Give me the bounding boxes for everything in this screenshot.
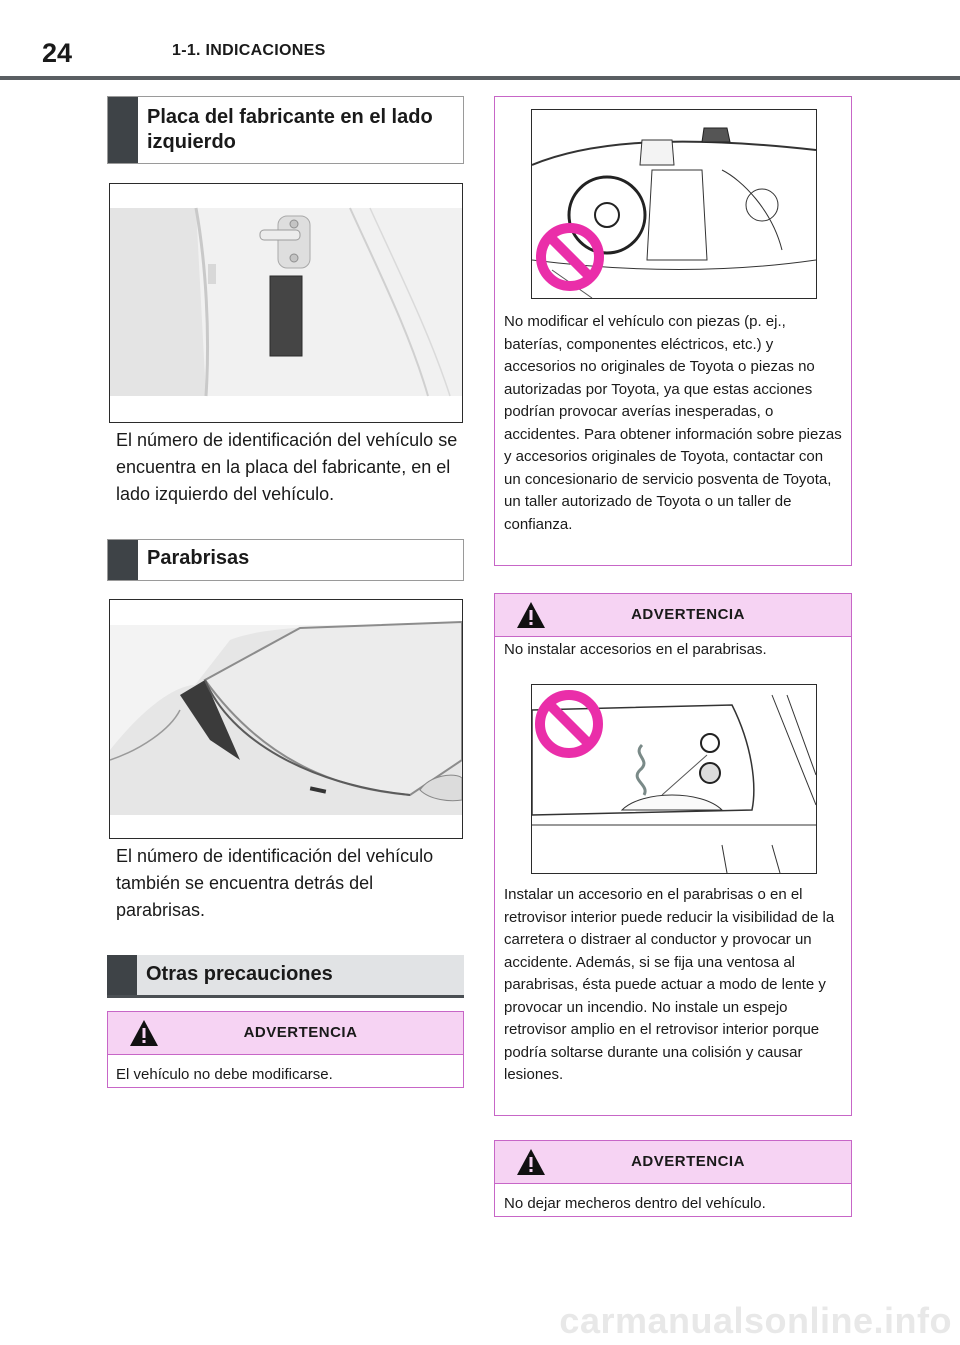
warning-box-windshield bbox=[494, 593, 852, 1116]
heading-bar bbox=[108, 97, 138, 163]
watermark: carmanualsonline.info bbox=[559, 1300, 952, 1341]
section-heading-placa bbox=[107, 96, 464, 164]
windshield-warning-text: Instalar un accesorio en el parabrisas o en el retrovisor interior puede reducir la visibilidad de la carretera o distraer al conductor y provocar un accidente. Además, si se fija una ventosa al parabrisas, ésta puede actuar a modo de lente y provocar un incendio. No instale un espejo retrovisor amplio en el retrovisor interior porque podría soltarse durante una colisión y causar lesiones. bbox=[504, 886, 835, 1083]
section-title: 1-1. INDICACIONES bbox=[172, 42, 326, 59]
info-box-modifications bbox=[494, 96, 852, 566]
warning-label: ADVERTENCIA bbox=[631, 1153, 745, 1170]
heading-bar bbox=[107, 955, 137, 995]
page-number: 24 bbox=[42, 38, 73, 68]
warning-header bbox=[495, 1141, 851, 1184]
warning-label: ADVERTENCIA bbox=[243, 1024, 358, 1041]
heading-text: Otras precauciones bbox=[146, 963, 333, 985]
prohibition-icon bbox=[534, 689, 604, 759]
warning-intro: No instalar accesorios en el parabrisas. bbox=[504, 641, 767, 658]
warning-label: ADVERTENCIA bbox=[631, 606, 745, 623]
warning-text: El vehículo no debe modificarse. bbox=[116, 1066, 333, 1083]
modifications-text: No modificar el vehículo con piezas (p. ej., baterías, componentes eléctricos, etc.) y accesorios no originales de Toyota o piezas no autorizadas por Toyota, ya que estas acciones podrían provocar averías inesperadas, o accidentes. Para obtener información sobre piezas y accesorios originales de Toyota, contactar con un concesionario de servicio posventa de Toyota, un taller autorizado de Toyota o un taller de confianza. bbox=[504, 313, 842, 533]
interior-illustration bbox=[531, 109, 817, 299]
lighters-warning-text: No dejar mecheros dentro del vehículo. bbox=[504, 1195, 766, 1212]
section-heading-otras bbox=[107, 955, 464, 998]
warning-box-modify bbox=[107, 1011, 464, 1088]
parabrisas-body-text: El número de identificación del vehículo también se encuentra detrás del parabrisas. bbox=[116, 846, 434, 920]
section-heading-parabrisas bbox=[107, 539, 464, 581]
header-divider bbox=[0, 76, 960, 80]
prohibition-icon bbox=[535, 222, 605, 292]
windshield-accessory-illustration bbox=[531, 684, 817, 874]
heading-bar bbox=[108, 540, 138, 580]
heading-text: Parabrisas bbox=[147, 547, 250, 569]
placa-body-text: El número de identificación del vehículo se encuentra en la placa del fabricante, en el lado izquierdo del vehículo. bbox=[116, 430, 458, 504]
heading-text: Placa del fabricante en el lado izquierdo bbox=[147, 106, 433, 153]
door-plate-illustration bbox=[109, 183, 463, 423]
warning-header bbox=[495, 594, 851, 637]
warning-header bbox=[108, 1012, 463, 1055]
warning-box-lighters bbox=[494, 1140, 852, 1217]
windshield-illustration bbox=[109, 599, 463, 839]
